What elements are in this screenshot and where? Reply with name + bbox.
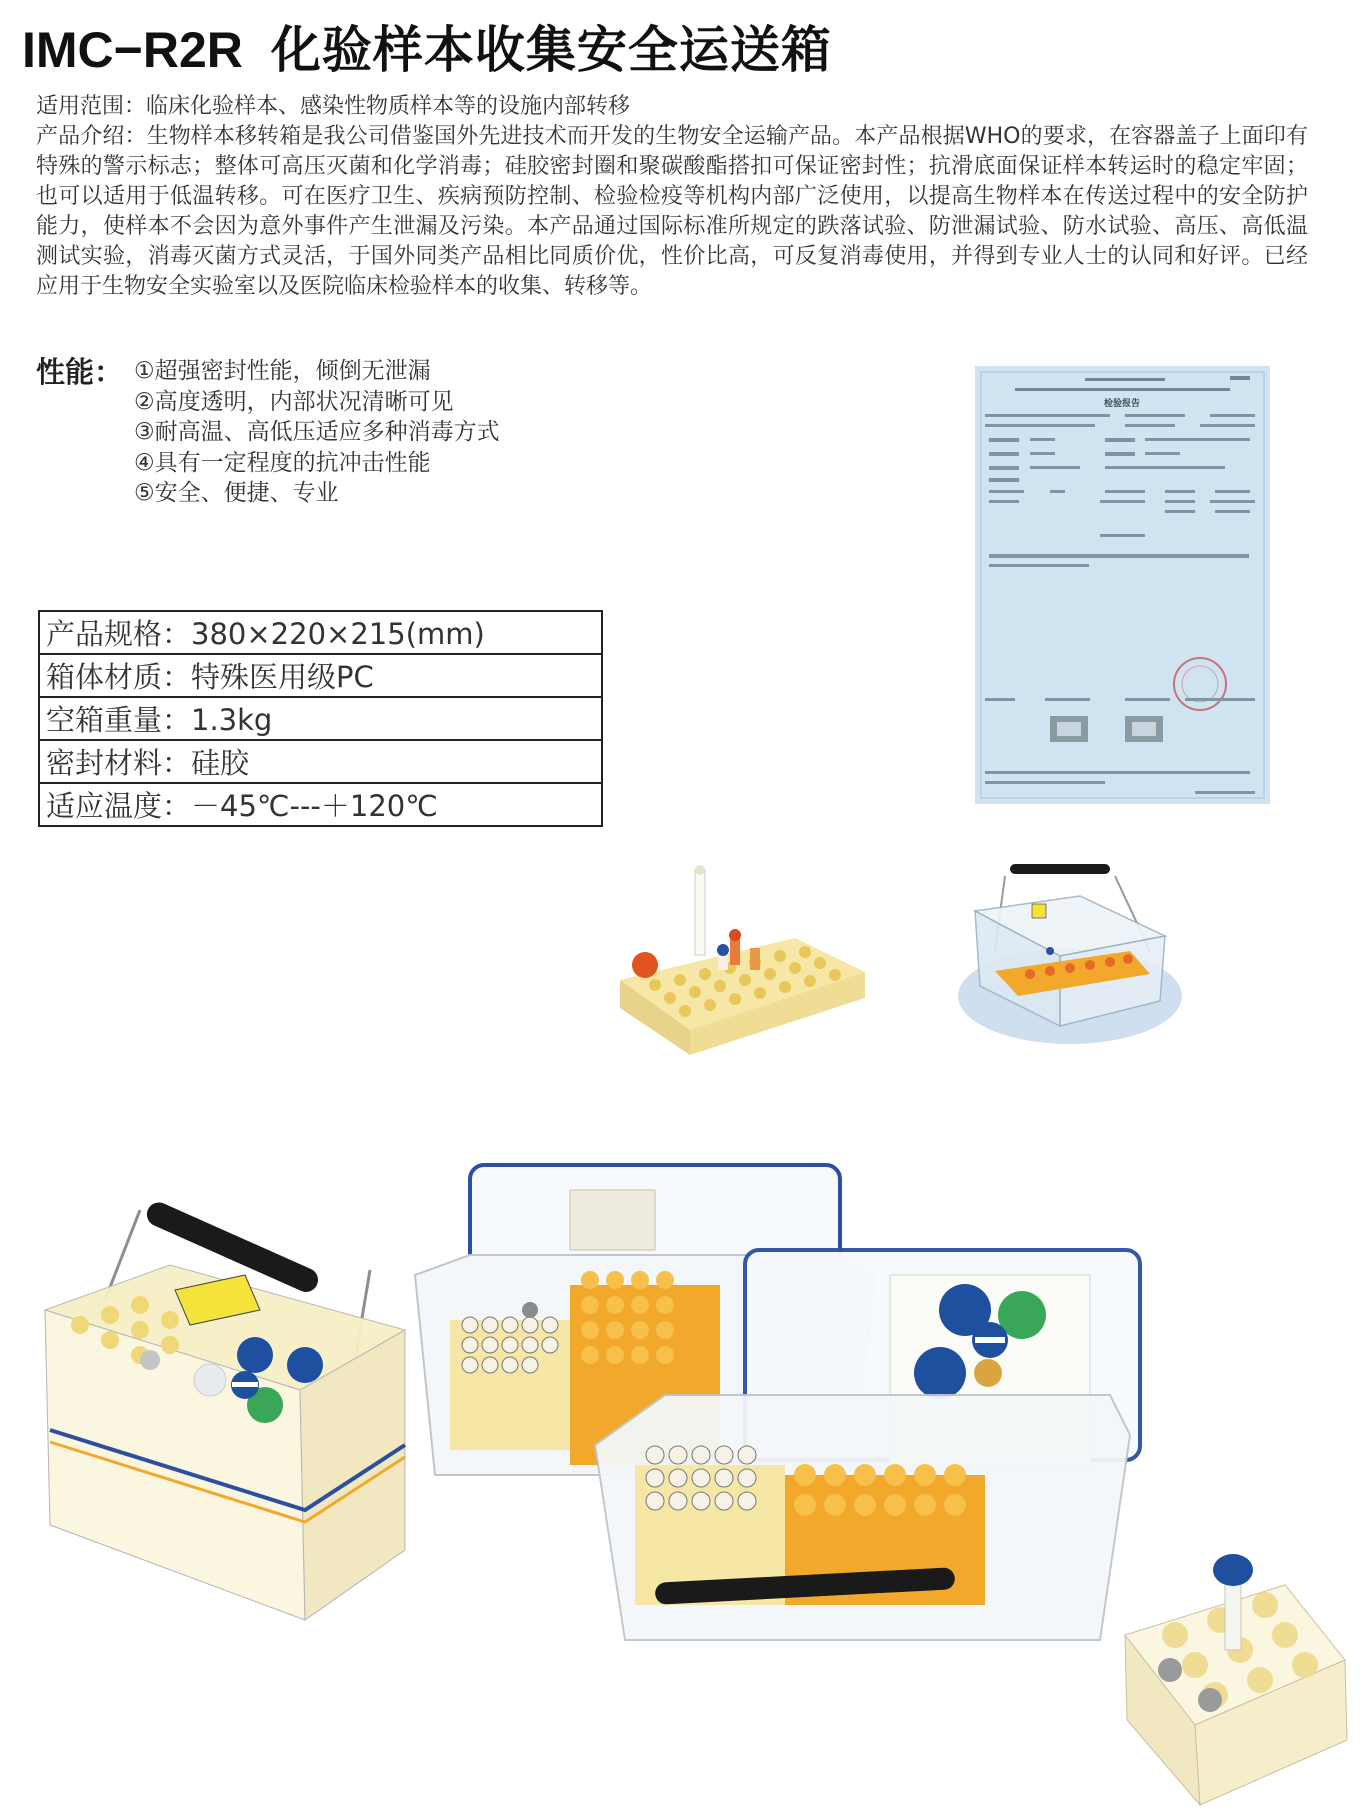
- spec-label: 空箱重量：: [46, 703, 192, 737]
- performance-item: ③耐高温、高低压适应多种消毒方式: [134, 419, 500, 445]
- transport-box-photo: [950, 856, 1185, 1056]
- scope-text: 适用范围：临床化验样本、感染性物质样本等的设施内部转移: [36, 94, 631, 119]
- spec-cell: [39, 783, 602, 826]
- spec-label: 箱体材质：: [46, 660, 192, 694]
- spec-cell: [39, 697, 602, 740]
- product-name: 化验样本收集安全运送箱: [270, 21, 832, 79]
- spec-row: [39, 783, 602, 826]
- spec-cell: [39, 611, 602, 654]
- spec-label: 密封材料：: [46, 746, 192, 780]
- tube-rack-photo: [610, 860, 875, 1065]
- model-number: IMC−R2R: [22, 22, 243, 78]
- performance-item: ④具有一定程度的抗冲击性能: [134, 449, 431, 476]
- description-text: 产品介绍：生物样本移转箱是我公司借鉴国外先进技术而开发的生物安全运输产品。本产品根据WHO的要求，在容器盖子上面印有特殊的警示标志；整体可高压灭菌和化学消毒；硅胶密封圈和聚碳酸酯搭扣可保证密封性；抗滑底面保证样本转运时的稳定牢固；也可以适用于低温转移。可在医疗卫生、疾病预防控制、检验检疫等机构内部广泛使用，以提高生物样本在传送过程中的安全防护能力，使样本不会因为意外事件产生泄漏及污染。本产品通过国际标准所规定的跌落试验、防泄漏试验、防水试验、高压、高低温测试实验，消毒灭菌方式灵活，于国外同类产品相比同质价优，性价比高，可反复消毒使用，并得到专业人士的认同和好评。已经应用于生物安全实验室以及医院临床检验样本的收集、转移等。: [36, 124, 1308, 299]
- performance-item: ⑤安全、便捷、专业: [134, 480, 339, 506]
- spec-label: 产品规格：: [46, 617, 192, 651]
- spec-table: [38, 610, 603, 827]
- spec-row: [39, 654, 602, 697]
- spec-row: [39, 697, 602, 740]
- spec-value: 特殊医用级PC: [191, 660, 374, 694]
- performance-label: 性能：: [36, 355, 124, 389]
- intro-section: [36, 92, 1308, 302]
- performance-list: [134, 356, 500, 509]
- spec-value: 硅胶: [191, 746, 250, 780]
- spec-value: 1.3kg: [191, 703, 273, 737]
- report-heading: 检验报告: [1103, 399, 1141, 409]
- page-title: [22, 10, 832, 82]
- spec-cell: [39, 654, 602, 697]
- test-report-image: [975, 366, 1270, 804]
- performance-item: ①超强密封性能，倾倒无泄漏: [134, 358, 431, 384]
- spec-value: 380×220×215(mm): [191, 617, 485, 651]
- spec-value: －45℃---＋120℃: [191, 789, 438, 823]
- spec-label: 适应温度：: [46, 789, 192, 823]
- performance-item: ②高度透明，内部状况清晰可见: [134, 388, 454, 415]
- square-rack-photo: [1115, 1540, 1355, 1815]
- spec-cell: [39, 740, 602, 783]
- transport-box-with-handle-photo: [40, 1180, 435, 1650]
- open-transport-boxes-photo: [410, 1145, 1150, 1650]
- spec-row: [39, 611, 602, 654]
- spec-row: [39, 740, 602, 783]
